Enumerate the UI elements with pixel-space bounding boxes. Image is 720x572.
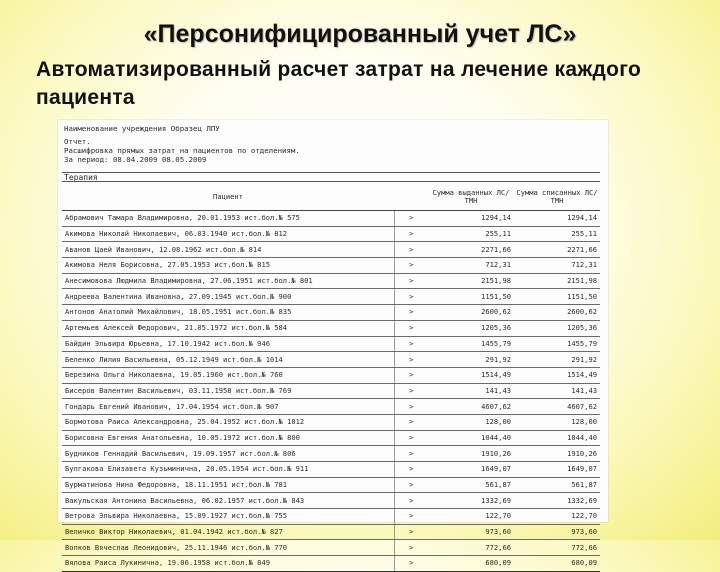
patient-name-cell: Будников Геннадий Васильевич, 19.09.1957 ист.бол.№ 806 [62, 446, 394, 462]
written-off-sum-cell: 1151,50 [514, 289, 600, 305]
patient-name-cell: Беленко Лилия Васильевна, 05.12.1949 ист.бол.№ 1014 [62, 352, 394, 368]
issued-sum-cell: 128,00 [428, 414, 514, 430]
row-arrow-cell: > [394, 540, 428, 556]
row-arrow-cell: > [394, 399, 428, 415]
patient-name-cell: Акимова Неля Борисовна, 27.05.1953 ист.бол.№ 815 [62, 258, 394, 274]
issued-sum-cell: 772,66 [428, 540, 514, 556]
written-off-sum-cell: 1205,36 [514, 320, 600, 336]
department-section-label: Терапия [62, 172, 600, 182]
issued-sum-cell: 141,43 [428, 383, 514, 399]
row-arrow-cell: > [394, 258, 428, 274]
table-row [62, 399, 600, 415]
issued-sum-cell: 291,92 [428, 352, 514, 368]
slide-title: «Персонифицированный учет ЛС» [143, 20, 577, 48]
table-row [62, 305, 600, 321]
row-arrow-cell: > [394, 320, 428, 336]
written-off-sum-cell: 128,00 [514, 414, 600, 430]
row-arrow-cell: > [394, 367, 428, 383]
row-arrow-cell: > [394, 462, 428, 478]
report-type-line: Отчет. [64, 137, 91, 146]
patient-name-cell: Ветрова Эльвира Николаевна, 15.09.1927 ист.бол.№ 755 [62, 509, 394, 525]
table-header-row [62, 184, 600, 211]
patient-name-cell: Борисовна Евгения Анатольевна, 10.05.1972 ист.бол.№ 800 [62, 430, 394, 446]
report-document-scan [58, 120, 608, 568]
issued-sum-cell: 561,87 [428, 477, 514, 493]
written-off-sum-cell: 1332,69 [514, 493, 600, 509]
issued-sum-cell: 712,31 [428, 258, 514, 274]
issued-sum-cell: 2600,62 [428, 305, 514, 321]
written-off-sum-cell: 561,87 [514, 477, 600, 493]
table-row [62, 352, 600, 368]
table-row [62, 258, 600, 274]
table-row [62, 430, 600, 446]
table-row [62, 336, 600, 352]
issued-sum-cell: 973,60 [428, 524, 514, 540]
written-off-sum-cell: 291,92 [514, 352, 600, 368]
written-off-sum-cell: 2151,98 [514, 273, 600, 289]
written-off-sum-cell: 973,60 [514, 524, 600, 540]
row-arrow-cell: > [394, 524, 428, 540]
column-header-arrow [394, 184, 428, 211]
issued-sum-cell: 255,11 [428, 226, 514, 242]
patient-name-cell: Вялова Раиса Лукинична, 19.06.1958 ист.бол.№ 849 [62, 556, 394, 572]
issued-sum-cell: 1044,40 [428, 430, 514, 446]
written-off-sum-cell: 1044,40 [514, 430, 600, 446]
row-arrow-cell: > [394, 289, 428, 305]
patient-name-cell: Березина Ольга Николаевна, 19.05.1960 ист.бол.№ 760 [62, 367, 394, 383]
written-off-sum-cell: 1455,79 [514, 336, 600, 352]
patient-name-cell: Бормотова Раиса Александровна, 25.04.1952 ист.бол.№ 1012 [62, 414, 394, 430]
column-header-issued: Сумма выданных ЛС/ТМН [428, 184, 514, 211]
patient-name-cell: Байдин Эльвира Юрьевна, 17.10.1942 ист.бол.№ 946 [62, 336, 394, 352]
written-off-sum-cell: 1294,14 [514, 211, 600, 227]
issued-sum-cell: 1205,36 [428, 320, 514, 336]
row-arrow-cell: > [394, 352, 428, 368]
issued-sum-cell: 122,70 [428, 509, 514, 525]
table-row [62, 226, 600, 242]
patient-name-cell: Булгакова Елизавета Кузьминична, 20.05.1954 ист.бол.№ 911 [62, 462, 394, 478]
table-row [62, 493, 600, 509]
written-off-sum-cell: 772,66 [514, 540, 600, 556]
row-arrow-cell: > [394, 446, 428, 462]
written-off-sum-cell: 1514,49 [514, 367, 600, 383]
issued-sum-cell: 2151,98 [428, 273, 514, 289]
issued-sum-cell: 1514,49 [428, 367, 514, 383]
patient-name-cell: Андреева Валентина Ивановна, 27.09.1945 ист.бол.№ 900 [62, 289, 394, 305]
report-description-line: Расшифровка прямых затрат на пациентов по отделениям. [64, 146, 300, 155]
row-arrow-cell: > [394, 477, 428, 493]
written-off-sum-cell: 680,09 [514, 556, 600, 572]
patient-name-cell: Величко Виктор Николаевич, 01.04.1942 ист.бол.№ 827 [62, 524, 394, 540]
table-row [62, 414, 600, 430]
report-institution-line: Наименование учреждения Образец ЛПУ [64, 124, 220, 133]
row-arrow-cell: > [394, 336, 428, 352]
written-off-sum-cell: 712,31 [514, 258, 600, 274]
issued-sum-cell: 1649,07 [428, 462, 514, 478]
row-arrow-cell: > [394, 414, 428, 430]
table-row [62, 320, 600, 336]
written-off-sum-cell: 4607,62 [514, 399, 600, 415]
issued-sum-cell: 1455,79 [428, 336, 514, 352]
table-row [62, 289, 600, 305]
written-off-sum-cell: 2271,66 [514, 242, 600, 258]
written-off-sum-cell: 1910,26 [514, 446, 600, 462]
table-row [62, 211, 600, 227]
patient-name-cell: Аванов Цаей Иванович, 12.08.1962 ист.бол.№ 814 [62, 242, 394, 258]
issued-sum-cell: 1910,26 [428, 446, 514, 462]
row-arrow-cell: > [394, 242, 428, 258]
written-off-sum-cell: 141,43 [514, 383, 600, 399]
patient-name-cell: Акимова Николай Николаевич, 06.03.1940 ист.бол.№ 812 [62, 226, 394, 242]
table-row [62, 383, 600, 399]
column-header-patient: Пациент [62, 184, 394, 211]
column-header-written-off: Сумма списанных ЛС/ТМН [514, 184, 600, 211]
patient-name-cell: Бисеров Валентин Васильевич, 03.11.1958 ист.бол.№ 769 [62, 383, 394, 399]
table-row [62, 509, 600, 525]
table-row [62, 462, 600, 478]
row-arrow-cell: > [394, 556, 428, 572]
table-row [62, 556, 600, 572]
patient-name-cell: Бурматинова Нина Федоровна, 18.11.1951 ист.бол.№ 781 [62, 477, 394, 493]
written-off-sum-cell: 1649,07 [514, 462, 600, 478]
issued-sum-cell: 1151,50 [428, 289, 514, 305]
issued-sum-cell: 680,09 [428, 556, 514, 572]
issued-sum-cell: 4607,62 [428, 399, 514, 415]
table-row [62, 477, 600, 493]
patient-name-cell: Артемьев Алексей Федорович, 21.05.1972 ист.бол.№ 584 [62, 320, 394, 336]
patient-name-cell: Анесимовова Людмила Владимировна, 27.06.1951 ист.бол.№ 801 [62, 273, 394, 289]
patient-name-cell: Антонов Анатолий Михайлович, 18.05.1951 ист.бол.№ 835 [62, 305, 394, 321]
row-arrow-cell: > [394, 430, 428, 446]
patient-name-cell: Волков Вячеслав Леонидович, 25.11.1946 ист.бол.№ 770 [62, 540, 394, 556]
written-off-sum-cell: 2600,62 [514, 305, 600, 321]
row-arrow-cell: > [394, 493, 428, 509]
written-off-sum-cell: 122,70 [514, 509, 600, 525]
row-arrow-cell: > [394, 211, 428, 227]
issued-sum-cell: 1294,14 [428, 211, 514, 227]
written-off-sum-cell: 255,11 [514, 226, 600, 242]
row-arrow-cell: > [394, 509, 428, 525]
table-row [62, 524, 600, 540]
patient-name-cell: Абрамович Тамара Владимировна, 20.01.1953 ист.бол.№ 575 [62, 211, 394, 227]
issued-sum-cell: 1332,69 [428, 493, 514, 509]
patient-name-cell: Гондарь Евгений Иванович, 17.04.1954 ист.бол.№ 907 [62, 399, 394, 415]
issued-sum-cell: 2271,66 [428, 242, 514, 258]
table-row [62, 540, 600, 556]
row-arrow-cell: > [394, 305, 428, 321]
report-period-line: За период: 08.04.2009 08.05.2009 [64, 155, 207, 164]
patient-costs-table [62, 184, 600, 572]
table-row [62, 273, 600, 289]
table-row [62, 242, 600, 258]
patient-name-cell: Вакульская Антонина Васильевна, 06.02.1957 ист.бол.№ 843 [62, 493, 394, 509]
row-arrow-cell: > [394, 383, 428, 399]
row-arrow-cell: > [394, 226, 428, 242]
row-arrow-cell: > [394, 273, 428, 289]
table-row [62, 446, 600, 462]
slide-subtitle: Автоматизированный расчет затрат на лечение каждого пациента [36, 58, 642, 109]
table-row [62, 367, 600, 383]
